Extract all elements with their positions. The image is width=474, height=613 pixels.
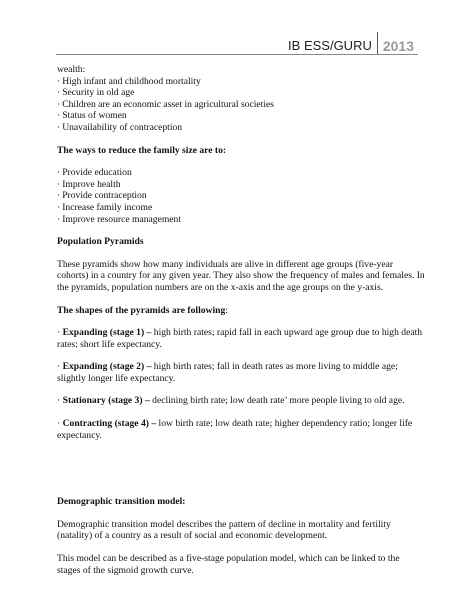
pyramids-paragraph: These pyramids show how many individuals are alive in different age groups (five-year cohorts) in a country for any given year. They also show the frequency of males and females. In the pyramids, population numbers are on the x-axis and the age groups on the y-axis.	[57, 258, 425, 293]
dtm-paragraph-2: This model can be described as a five-stage population model, which can be linked to the stages of the sigmoid growth curve.	[57, 553, 400, 576]
list-item: · Status of women	[57, 110, 127, 122]
list-item: · Improve resource management	[57, 213, 182, 225]
list-item: · High infant and childhood mortality	[57, 75, 201, 87]
list-item: · Improve health	[57, 178, 121, 190]
dtm-paragraph-1: Demographic transition model describes the pattern of decline in mortality and fertility (natality) of a country as a result of social and economic development.	[57, 518, 391, 542]
header-rule	[56, 54, 418, 55]
document-body	[57, 64, 425, 576]
reduce-heading: The ways to reduce the family size are to:	[57, 144, 227, 156]
shapes-heading: The shapes of the pyramids are following:	[57, 304, 228, 316]
intro-bullet-list	[57, 76, 425, 134]
intro-lead: wealth:	[57, 64, 86, 75]
header-year: 2013	[382, 38, 414, 54]
shape-item-stage-2: · Expanding (stage 2) – high birth rates; fall in death rates as more living to middle age; slightly longer life expectancy.	[57, 361, 398, 384]
shape-item-stage-1: · Expanding (stage 1) – high birth rates; rapid fall in each upward age group due to high death rates; short life expectancy.	[57, 327, 423, 350]
shape-item-stage-3: · Stationary (stage 3) – declining birth rate; low death rate’ more people living to old age.	[57, 395, 405, 407]
list-item: · Provide education	[57, 167, 132, 179]
header-title: IB ESS/GURU	[288, 38, 372, 53]
page-header	[288, 32, 414, 54]
pyramids-heading: Population Pyramids	[57, 236, 144, 248]
list-item: · Security in old age	[57, 87, 135, 99]
list-item: · Children are an economic asset in agricultural societies	[57, 98, 274, 110]
shape-item-stage-4: · Contracting (stage 4) – low birth rate; low death rate; higher dependency ratio; longer life expectancy.	[57, 418, 413, 441]
list-item: · Increase family income	[57, 201, 153, 213]
dtm-heading: Demographic transition model:	[57, 496, 186, 508]
list-item: · Unavailability of contraception	[57, 121, 183, 133]
reduce-bullet-list	[57, 167, 425, 225]
list-item: · Provide contraception	[57, 190, 147, 202]
